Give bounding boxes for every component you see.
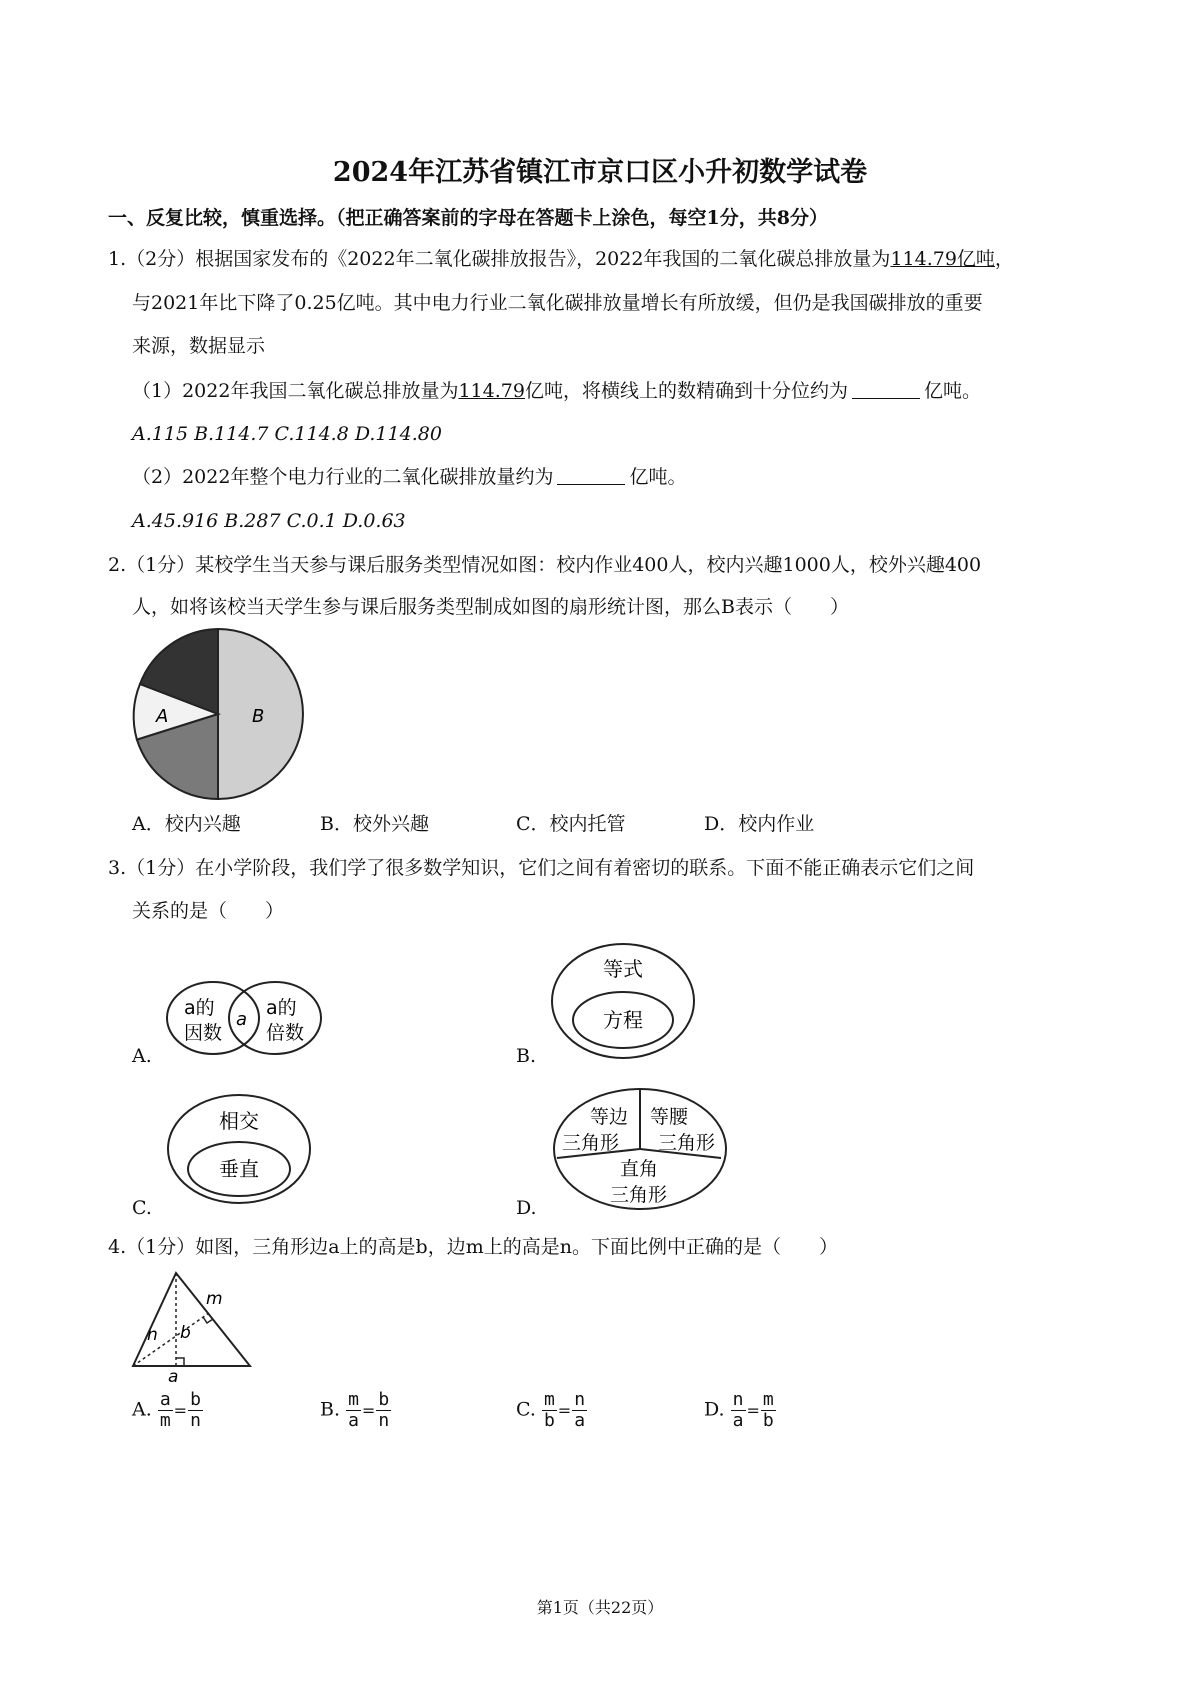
- venn-right-label1: a的: [266, 997, 297, 1019]
- pie-label-a: A: [156, 706, 169, 727]
- q1-sub2-options: A.45.916 B.287 C.0.1 D.0.63: [132, 510, 406, 532]
- label-n: n: [147, 1325, 158, 1345]
- q3-line1: 3.（1分）在小学阶段，我们学了很多数学知识，它们之间有着密切的联系。下面不能正确表示它们之间: [108, 857, 975, 879]
- triangle: [133, 1273, 250, 1366]
- equals-sign: =: [173, 1400, 188, 1420]
- pie-label-b: B: [252, 706, 265, 727]
- nested-ellipse-c: [164, 1092, 314, 1212]
- q2-option-d[interactable]: D．校内作业: [704, 813, 815, 835]
- venn-mid-label: a: [236, 1009, 248, 1030]
- q3-option-c[interactable]: C.: [132, 1197, 152, 1219]
- divided-ellipse-d: [550, 1085, 730, 1215]
- numerator: n: [732, 1389, 744, 1410]
- sector3-label1: 直角: [620, 1158, 659, 1180]
- option-letter: B.: [320, 1398, 341, 1421]
- inner-label: 方程: [603, 1008, 643, 1032]
- q1-sub1-unit: 亿吨。: [923, 380, 981, 402]
- outer-label: 相交: [219, 1109, 259, 1133]
- denominator: n: [378, 1410, 390, 1431]
- numerator: m: [543, 1389, 555, 1410]
- q1-text: 1.（2分）根据国家发布的《2022年二氧化碳排放报告》，2022年我国的二氧化碳总排放量为: [108, 248, 891, 270]
- sector1-label2: 三角形: [562, 1132, 620, 1154]
- q1-line3: 来源，数据显示: [132, 335, 266, 357]
- fraction: [572, 1390, 587, 1431]
- q2-option-a[interactable]: A．校内兴趣: [132, 813, 241, 835]
- inner-label: 垂直: [219, 1157, 259, 1181]
- nested-ellipse-b: [548, 940, 698, 1065]
- venn-left-label1: a的: [184, 997, 215, 1019]
- denominator: n: [190, 1410, 201, 1431]
- venn-left-label2: 因数: [184, 1022, 223, 1044]
- q2-option-b[interactable]: B．校外兴趣: [320, 813, 429, 835]
- q3-option-a[interactable]: A.: [132, 1045, 152, 1067]
- numerator: n: [574, 1389, 586, 1410]
- outer-label: 等式: [603, 957, 643, 981]
- fraction: [158, 1390, 173, 1431]
- q4-option-b[interactable]: [320, 1390, 391, 1431]
- q1-line1: [108, 246, 1014, 272]
- triangle-figure: [126, 1266, 261, 1386]
- denominator: a: [348, 1410, 359, 1431]
- numerator: a: [159, 1389, 171, 1410]
- venn-diagram: [160, 975, 330, 1065]
- q1-sub1-text: （1）2022年我国二氧化碳总排放量为: [132, 380, 459, 402]
- q4-option-c[interactable]: [516, 1390, 587, 1431]
- q3-option-b[interactable]: B.: [516, 1045, 537, 1067]
- denominator: b: [762, 1410, 774, 1431]
- q1-sub2: [132, 464, 686, 490]
- fraction: [731, 1390, 746, 1431]
- section-heading: 一、反复比较，慎重选择。（把正确答案前的字母在答题卡上涂色，每空1分，共8分）: [108, 207, 828, 229]
- option-letter: D.: [704, 1398, 725, 1421]
- q1-sub2-text: （2）2022年整个电力行业的二氧化碳排放量约为: [132, 466, 554, 488]
- q1-line2: 与2021年比下降了0.25亿吨。其中电力行业二氧化碳排放量增长有所放缓，但仍是我国碳排放的重要: [132, 292, 983, 314]
- sector2-label2: 三角形: [658, 1132, 716, 1154]
- label-a: a: [168, 1367, 179, 1386]
- fraction: [376, 1390, 391, 1431]
- answer-blank[interactable]: [852, 378, 920, 399]
- q1-sub1-options: A.115 B.114.7 C.114.8 D.114.80: [132, 423, 442, 445]
- q2-line2: 人，如将该校当天学生参与课后服务类型制成如图的扇形统计图，那么B表示（ ）: [132, 596, 849, 618]
- sector2-label1: 等腰: [650, 1106, 689, 1128]
- page-title: 2024年江苏省镇江市京口区小升初数学试卷: [332, 157, 868, 188]
- numerator: m: [762, 1389, 774, 1410]
- q1-sub1-underlined: 114.79: [458, 380, 525, 402]
- q4-option-d[interactable]: [704, 1390, 776, 1431]
- q1-sub1: [132, 378, 981, 404]
- venn-right-label2: 倍数: [266, 1022, 305, 1044]
- q2-option-c[interactable]: C．校内托管: [516, 813, 626, 835]
- numerator: b: [378, 1389, 390, 1410]
- right-angle-mark: [176, 1358, 184, 1366]
- option-letter: A.: [132, 1398, 152, 1421]
- denominator: b: [543, 1410, 555, 1431]
- q4-line1: 4.（1分）如图，三角形边a上的高是b，边m上的高是n。下面比例中正确的是（ ）: [108, 1236, 838, 1258]
- q1-sub2-unit: 亿吨。: [629, 466, 687, 488]
- fraction: [761, 1390, 776, 1431]
- q4-option-a[interactable]: [132, 1390, 203, 1431]
- pie-chart: [128, 626, 308, 806]
- equals-sign: =: [746, 1400, 760, 1420]
- q3-option-d[interactable]: D.: [516, 1197, 537, 1219]
- q3-line2: 关系的是（ ）: [132, 900, 285, 922]
- fraction: [188, 1390, 203, 1431]
- option-letter: C.: [516, 1398, 536, 1421]
- equals-sign: =: [557, 1400, 572, 1420]
- sector1-label1: 等边: [590, 1106, 629, 1128]
- fraction: [542, 1390, 557, 1431]
- q1-underlined-value: 114.79亿吨: [890, 248, 995, 270]
- denominator: a: [574, 1410, 586, 1431]
- fraction: [346, 1390, 361, 1431]
- answer-blank[interactable]: [557, 464, 625, 485]
- denominator: a: [732, 1410, 744, 1431]
- numerator: m: [348, 1389, 359, 1410]
- sector3-label2: 三角形: [610, 1184, 668, 1206]
- label-m: m: [206, 1289, 223, 1309]
- label-b: b: [180, 1323, 191, 1343]
- denominator: m: [159, 1410, 171, 1431]
- q1-sub1-text2: 亿吨，将横线上的数精确到十分位约为: [524, 380, 848, 402]
- q2-line1: 2.（1分）某校学生当天参与课后服务类型情况如图：校内作业400人，校内兴趣1000人，校外兴趣400: [108, 554, 982, 576]
- numerator: b: [190, 1389, 201, 1410]
- page-footer: 第1页（共22页）: [536, 1598, 664, 1617]
- q1-text-end: ，: [994, 248, 1014, 270]
- equals-sign: =: [361, 1400, 376, 1420]
